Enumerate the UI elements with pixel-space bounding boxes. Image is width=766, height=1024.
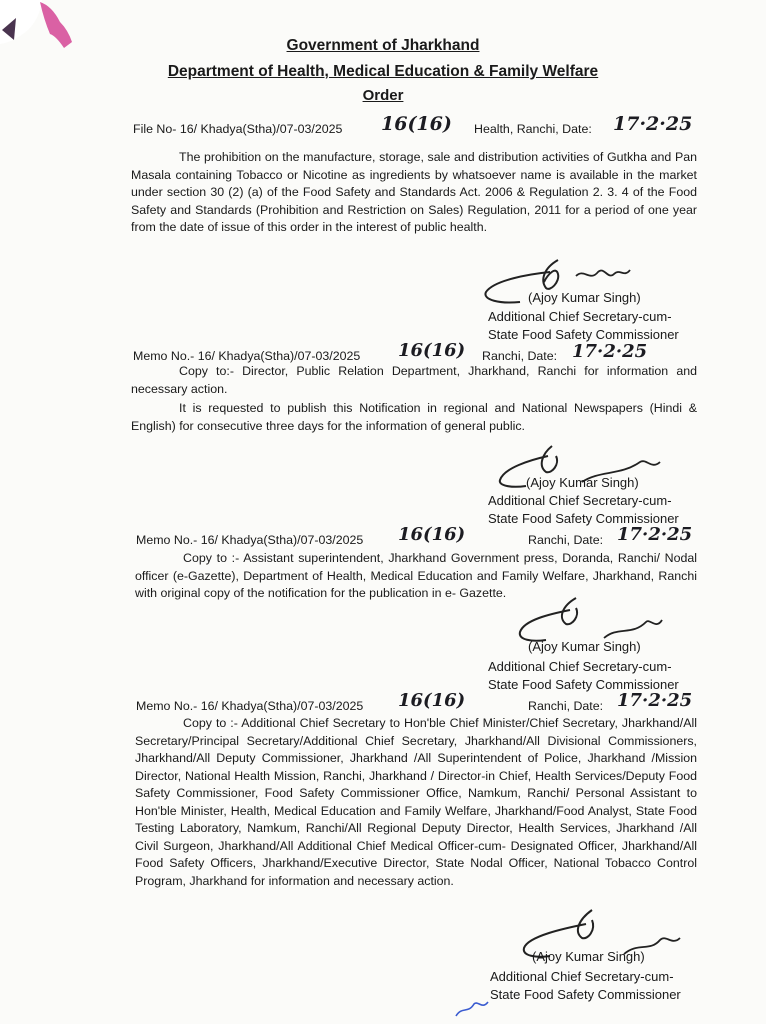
memo-3-date-handwritten: 17·2·25: [617, 690, 693, 711]
signatory-designation-3b: State Food Safety Commissioner: [488, 677, 679, 692]
file-number: File No- 16/ Khadya(Stha)/07-03/2025: [133, 122, 343, 136]
memo-3-date-label: Ranchi, Date:: [528, 699, 604, 713]
file-date-handwritten: 17·2·25: [613, 113, 693, 135]
signatory-name-3: (Ajoy Kumar Singh): [528, 639, 641, 654]
government-title: Government of Jharkhand: [286, 37, 480, 54]
memo-2-number: Memo No.- 16/ Khadya(Stha)/07-03/2025: [136, 533, 364, 547]
ink-scribble: [452, 996, 492, 1020]
memo-1-number-handwritten: 16(16): [398, 340, 466, 361]
signatory-designation-3a: Additional Chief Secretary-cum-: [488, 659, 672, 674]
memo-1-date-label: Ranchi, Date:: [482, 349, 558, 363]
memo-2-copy-to: Copy to :- Assistant superintendent, Jharkhand Government press, Doranda, Ranchi/ Nodal officer (e-Gazette), Department of Health, Medical Education and Family Welfare, Jharkhand, Ranchi with original copy of the notification for the publication in e- Gazette.: [135, 551, 697, 600]
memo-3-copy-to: Copy to :- Additional Chief Secretary to Hon'ble Chief Minister/Chief Secretary, Jharkhand/All Secretary/Principal Secretary/Additional Chief Secretary, Jharkhand/All Divisional Commissioners, Jharkhand/All Deputy Commissioner, Jharkhand /All Superintendent of Police, Jharkhand /Mission Director, National Health Mission, Ranchi, Jharkhand / Director-in Chief, Health Services/Deputy Food Safety Commissioner, Food Safety Commissioner Office, Namkum, Ranchi/ Personal Assistant to Hon'ble Minister, Health, Medical Education and Family Welfare, Jharkhand/Food Analyst, State Food Testing Laboratory, Namkum, Ranchi/All Regional Deputy Director, Health Services, Jharkhand /All Civil Surgeon, Jharkhand/All Additional Chief Medical Officer-cum- Designated Officer, Jharkhand/All Food Safety Officers, Jharkhand/Executive Director, State Nodal Officer, National Tobacco Control Program, Jharkhand for information and necessary action.: [135, 716, 697, 888]
signatory-designation-2b: State Food Safety Commissioner: [488, 511, 679, 526]
memo-3-number-handwritten: 16(16): [398, 690, 466, 711]
memo-2-date-handwritten: 17·2·25: [617, 524, 693, 545]
signatory-designation-1b: State Food Safety Commissioner: [488, 327, 679, 342]
signatory-designation-4b: State Food Safety Commissioner: [490, 987, 681, 1002]
file-number-handwritten: 16(16): [381, 113, 452, 135]
memo-1-number: Memo No.- 16/ Khadya(Stha)/07-03/2025: [133, 349, 361, 363]
department-title: Department of Health, Medical Education & Family Welfare: [167, 63, 599, 80]
memo-1-copy-to: Copy to:- Director, Public Relation Department, Jharkhand, Ranchi for information and necessary action.: [131, 364, 697, 396]
signatory-designation-4a: Additional Chief Secretary-cum-: [490, 969, 674, 984]
signatory-designation-2a: Additional Chief Secretary-cum-: [488, 493, 672, 508]
signatory-name-4: (Ajoy Kumar Singh): [532, 949, 645, 964]
memo-2-date-label: Ranchi, Date:: [528, 533, 604, 547]
order-body: The prohibition on the manufacture, storage, sale and distribution activities of Gutkha and Pan Masala containing Tobacco or Nicotine as ingredients by whatsoever name is available in the market under section 30 (2) (a) of the Food Safety and Standards Act. 2006 & Regulation 2. 3. 4 of the Food Safety and Standards (Prohibition and Restriction on Sales) Regulation, 2011 for a period of one year from the date of issue of this order in the interest of public health.: [131, 150, 697, 234]
memo-1-date-handwritten: 17·2·25: [572, 341, 648, 362]
memo-3-number: Memo No.- 16/ Khadya(Stha)/07-03/2025: [136, 699, 364, 713]
order-heading: Order: [362, 87, 404, 104]
memo-1-request: It is requested to publish this Notification in regional and National Newspapers (Hindi & English) for consecutive three days for the information of general public.: [131, 401, 697, 433]
signatory-name-2: (Ajoy Kumar Singh): [526, 475, 639, 490]
memo-2-number-handwritten: 16(16): [398, 524, 466, 545]
file-place-date-label: Health, Ranchi, Date:: [474, 122, 592, 136]
signatory-name-1: (Ajoy Kumar Singh): [528, 290, 641, 305]
signatory-designation-1a: Additional Chief Secretary-cum-: [488, 309, 672, 324]
